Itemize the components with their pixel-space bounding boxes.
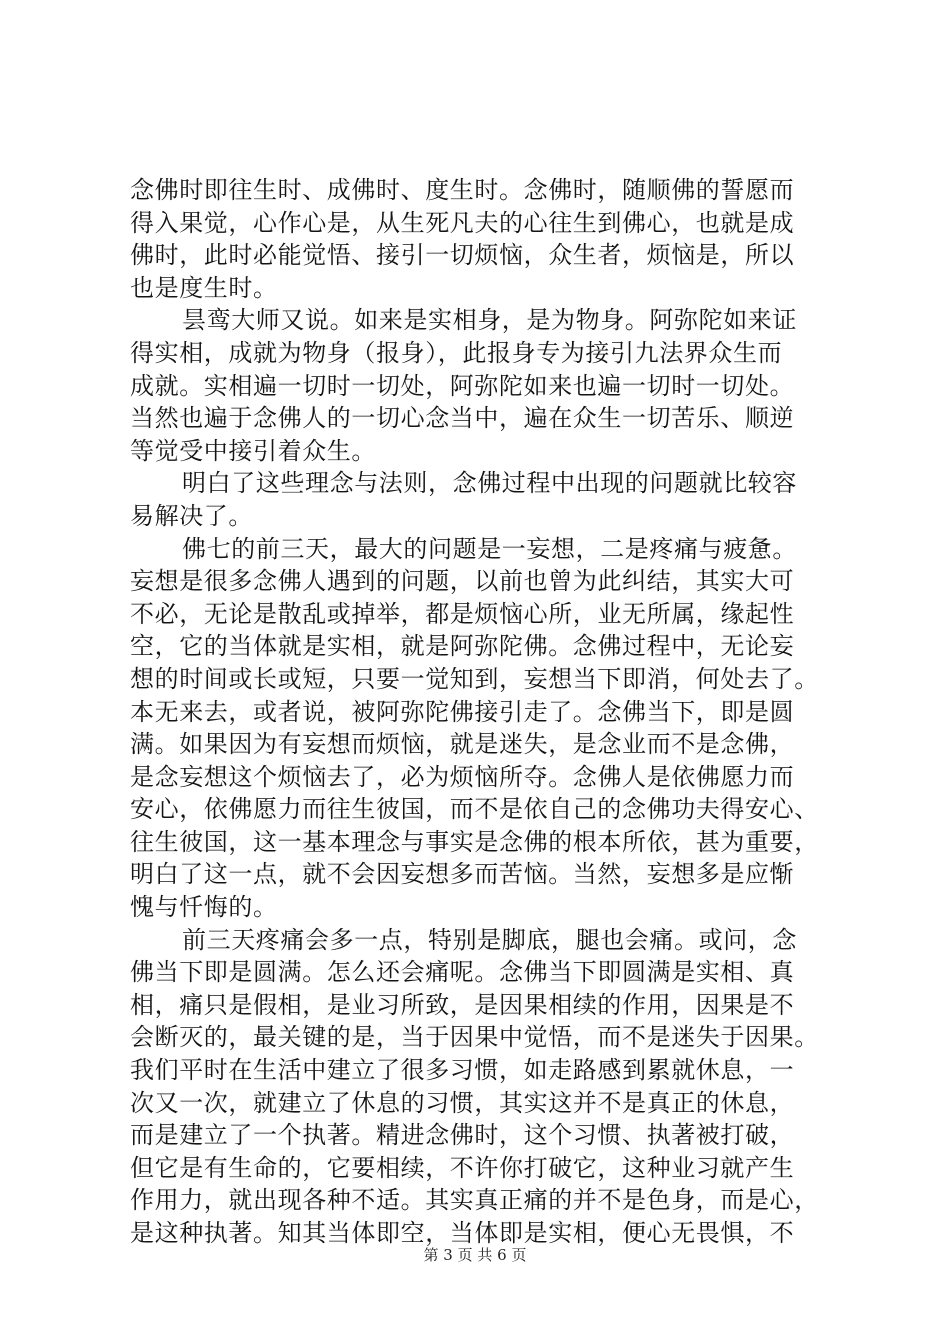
text-line: 明白了这些理念与法则，念佛过程中出现的问题就比较容 [182,469,797,498]
text-line: 往生彼国，这一基本理念与事实是念佛的根本所依，甚为重要， [130,827,819,856]
text-line: 作用力，就出现各种不适。其实真正痛的并不是色身，而是心， [130,1186,819,1215]
text-line: 念佛时即往生时、成佛时、度生时。念佛时，随顺佛的誓愿而 [130,176,795,204]
text-line: 想的时间或长或短，只要一觉知到，妄想当下即消，何处去了。 [130,664,819,693]
text-line: 次又一次，就建立了休息的习惯，其实这并不是真正的休息， [130,1088,795,1117]
text-line: 前三天疼痛会多一点，特别是脚底，腿也会痛。或问，念 [182,925,797,954]
text-line: 空，它的当体就是实相，就是阿弥陀佛。念佛过程中，无论妄 [130,632,795,661]
text-line: 佛七的前三天，最大的问题是一妄想，二是疼痛与疲惫。 [182,534,797,563]
text-line: 但它是有生命的，它要相续，不许你打破它，这种业习就产生 [130,1153,795,1182]
text-line: 等觉受中接引着众生。 [130,436,376,465]
text-line: 易解决了。 [130,501,253,530]
text-line: 也是度生时。 [130,273,278,302]
text-line: 得实相，成就为物身（报身），此报身专为接引九法界众生而 [130,338,783,367]
text-line: 会断灭的，最关键的是，当于因果中觉悟，而不是迷失于因果。 [130,1023,819,1052]
page-footer: 第 3 页 共 6 页 [423,1246,527,1264]
text-line: 佛当下即是圆满。怎么还会痛呢。念佛当下即圆满是实相、真 [130,958,795,987]
text-line: 相，痛只是假相，是业习所致，是因果相续的作用，因果是不 [130,990,795,1019]
body-text [130,174,830,1250]
text-line: 我们平时在生活中建立了很多习惯，如走路感到累就休息，一 [130,1056,795,1085]
text-line: 愧与忏悔的。 [130,893,278,922]
text-line: 安心，依佛愿力而往生彼国，而不是依自己的念佛功夫得安心、 [130,795,819,824]
text-line: 妄想是很多念佛人遇到的问题，以前也曾为此纠结，其实大可 [130,567,795,596]
text-line: 成就。实相遍一切时一切处，阿弥陀如来也遍一切时一切处。 [130,371,795,400]
text-line: 当然也遍于念佛人的一切心念当中，遍在众生一切苦乐、顺逆 [130,404,795,433]
text-line: 昙鸾大师又说。如来是实相身，是为物身。阿弥陀如来证 [182,306,797,335]
text-line: 不必，无论是散乱或掉举，都是烦恼心所，业无所属，缘起性 [130,599,795,628]
text-line: 明白了这一点，就不会因妄想多而苦恼。当然，妄想多是应惭 [130,860,795,889]
text-line: 是这种执著。知其当体即空，当体即是实相，便心无畏惧，不 [130,1219,795,1247]
text-line: 得入果觉，心作心是，从生死凡夫的心往生到佛心，也就是成 [130,208,795,237]
text-line: 满。如果因为有妄想而烦恼，就是迷失，是念业而不是念佛， [130,730,795,759]
text-line: 是念妄想这个烦恼去了，必为烦恼所夺。念佛人是依佛愿力而 [130,762,795,791]
text-line: 佛时，此时必能觉悟、接引一切烦恼，众生者，烦恼是，所以 [130,241,795,270]
text-line: 而是建立了一个执著。精进念佛时，这个习惯、执著被打破， [130,1121,795,1150]
text-line: 本无来去，或者说，被阿弥陀佛接引走了。念佛当下，即是圆 [130,697,795,726]
